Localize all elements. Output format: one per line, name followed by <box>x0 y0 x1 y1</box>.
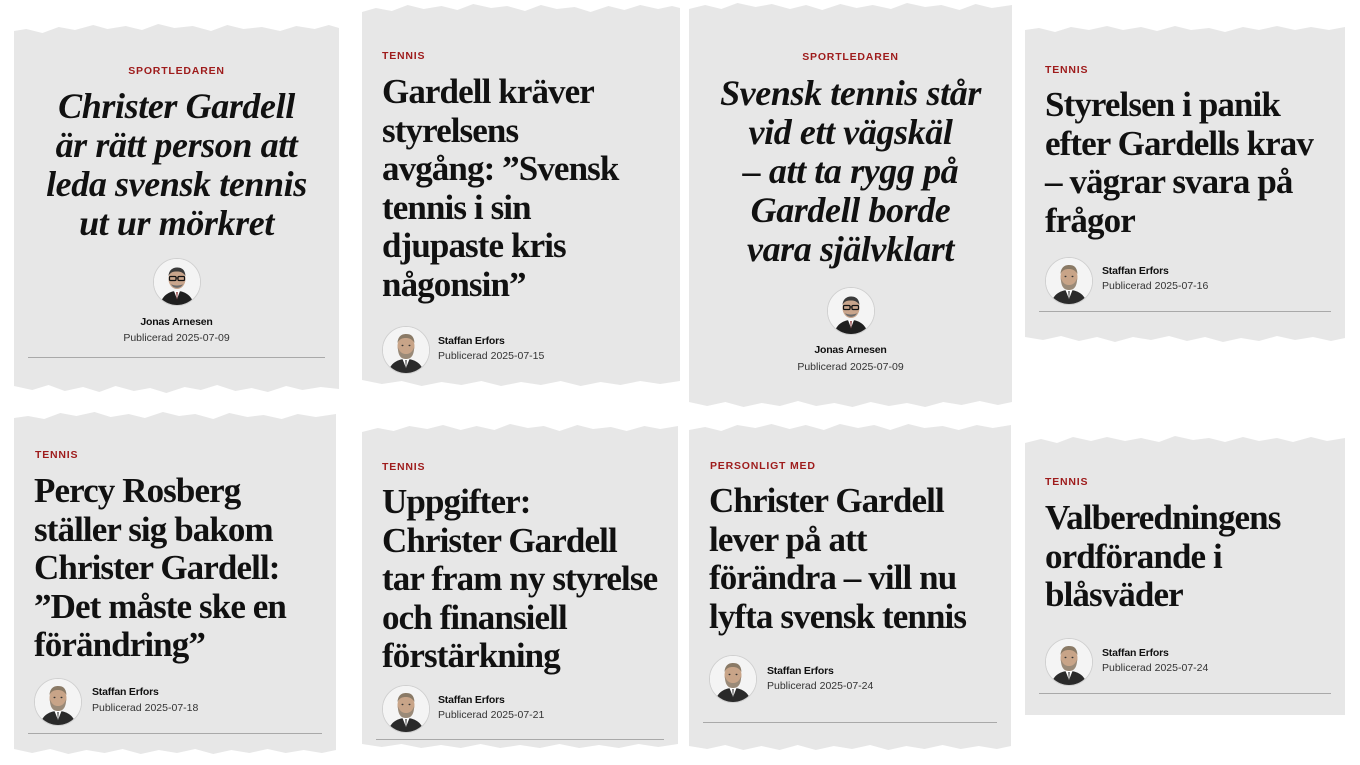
torn-edge-top <box>1025 18 1345 42</box>
article-card[interactable] <box>689 22 1012 400</box>
divider <box>1039 311 1331 312</box>
author-name[interactable]: Staffan Erfors <box>1102 265 1169 277</box>
publish-date: Publicerad 2025-07-15 <box>438 350 545 362</box>
torn-edge-bottom <box>689 396 1012 420</box>
torn-edge-bottom <box>362 740 678 764</box>
author-name[interactable]: Staffan Erfors <box>1102 647 1169 659</box>
torn-edge-top <box>689 418 1011 442</box>
headline[interactable]: Styrelsen i panik efter Gardells krav – vägrar svara på frågor <box>1045 85 1314 240</box>
author-portrait-beard-icon <box>1045 257 1093 305</box>
headline[interactable]: Christer Gardell lever på att förändra – vill nu lyfta svensk tennis <box>709 481 967 636</box>
category-label[interactable]: TENNIS <box>1045 64 1089 76</box>
torn-edge-bottom <box>689 738 1011 762</box>
torn-edge-top <box>362 0 680 24</box>
category-label[interactable]: SPORTLEDAREN <box>128 65 225 77</box>
article-card[interactable] <box>689 441 1011 742</box>
author-portrait-beard-icon <box>382 685 430 733</box>
category-label[interactable]: SPORTLEDAREN <box>802 51 899 63</box>
article-card[interactable] <box>1025 41 1345 331</box>
headline[interactable]: Svensk tennis står vid ett vägskäl – att ta rygg på Gardell borde vara självklart <box>720 73 981 269</box>
author-name[interactable]: Jonas Arnesen <box>140 316 213 328</box>
headline[interactable]: Christer Gardell är rätt person att leda svensk tennis ut ur mörkret <box>46 86 307 243</box>
divider <box>28 733 322 734</box>
torn-edge-top <box>689 0 1012 23</box>
author-portrait-glasses-icon <box>827 287 875 335</box>
author-portrait-glasses-icon <box>153 258 201 306</box>
publish-date: Publicerad 2025-07-09 <box>123 332 230 344</box>
headline[interactable]: Percy Rosberg ställer sig bakom Christer Gardell: ”Det måste ske en förändring” <box>34 471 287 664</box>
publish-date: Publicerad 2025-07-16 <box>1102 280 1209 292</box>
author-name[interactable]: Staffan Erfors <box>767 665 834 677</box>
publish-date: Publicerad 2025-07-21 <box>438 709 545 721</box>
divider <box>1039 693 1331 694</box>
publish-date: Publicerad 2025-07-18 <box>92 702 199 714</box>
divider <box>703 722 997 723</box>
torn-edge-top <box>1025 429 1345 453</box>
torn-edge-top <box>14 21 339 45</box>
article-card[interactable] <box>362 23 680 380</box>
article-card[interactable] <box>1025 452 1345 715</box>
headline[interactable]: Gardell kräver styrelsens avgång: ”Svensk tennis i sin djupaste kris någonsin” <box>382 72 619 304</box>
category-label[interactable]: PERSONLIGT MED <box>710 460 816 472</box>
author-portrait-beard-icon <box>34 678 82 726</box>
author-portrait-beard-icon <box>1045 638 1093 686</box>
author-name[interactable]: Jonas Arnesen <box>814 344 887 356</box>
torn-edge-bottom <box>14 376 339 400</box>
publish-date: Publicerad 2025-07-24 <box>1102 662 1209 674</box>
divider <box>28 357 325 358</box>
category-label[interactable]: TENNIS <box>35 449 79 461</box>
author-portrait-beard-icon <box>382 326 430 374</box>
category-label[interactable]: TENNIS <box>382 461 426 473</box>
category-label[interactable]: TENNIS <box>1045 476 1089 488</box>
author-name[interactable]: Staffan Erfors <box>92 686 159 698</box>
author-name[interactable]: Staffan Erfors <box>438 694 505 706</box>
article-card[interactable] <box>14 429 336 745</box>
article-card[interactable] <box>14 44 339 380</box>
torn-edge-top <box>362 418 678 442</box>
publish-date: Publicerad 2025-07-24 <box>767 680 874 692</box>
torn-edge-bottom <box>362 376 680 400</box>
category-label[interactable]: TENNIS <box>382 50 426 62</box>
headline[interactable]: Uppgifter: Christer Gardell tar fram ny styrelse och finansiell förstärkning <box>382 482 658 675</box>
torn-edge-bottom <box>1025 327 1345 351</box>
torn-edge-top <box>14 406 336 430</box>
article-card[interactable] <box>362 441 678 744</box>
author-portrait-beard-icon <box>709 655 757 703</box>
headline[interactable]: Valberedningens ordförande i blåsväder <box>1045 498 1281 614</box>
author-name[interactable]: Staffan Erfors <box>438 335 505 347</box>
torn-edge-bottom <box>14 741 336 765</box>
publish-date: Publicerad 2025-07-09 <box>797 361 904 373</box>
